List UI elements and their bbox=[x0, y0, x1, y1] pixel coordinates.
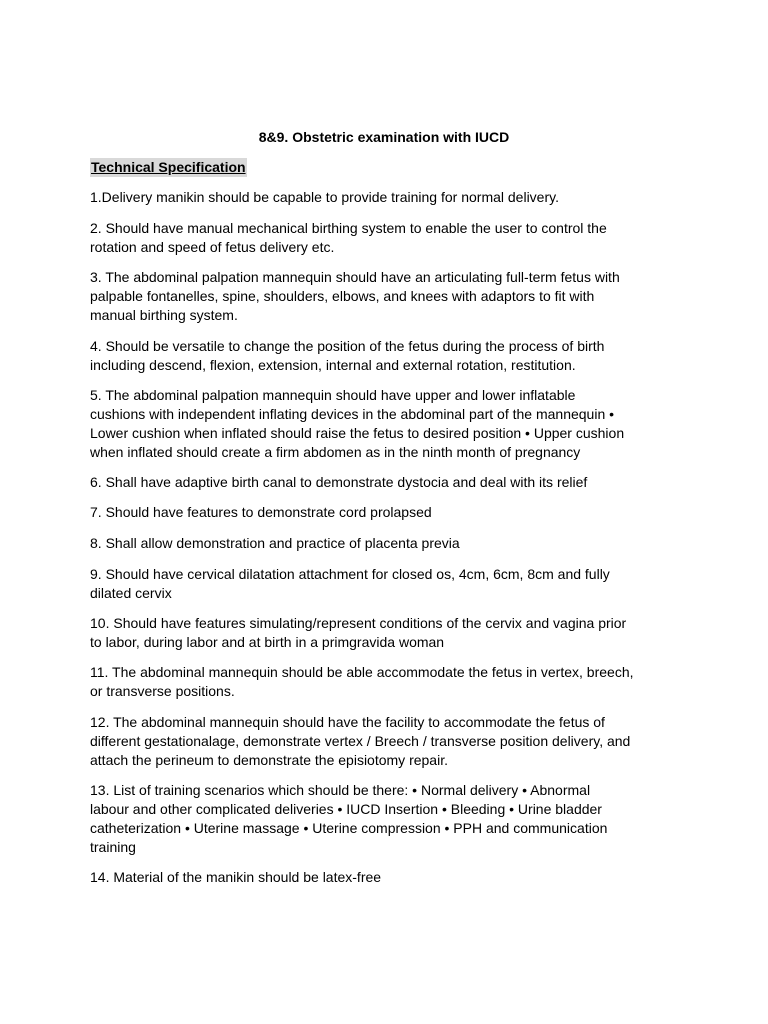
document-title: 8&9. Obstetric examination with IUCD bbox=[258, 129, 510, 145]
spec-item-6: 6. Shall have adaptive birth canal to demonstrate dystocia and deal with its relief bbox=[90, 474, 588, 490]
section-heading: Technical Specification bbox=[91, 159, 246, 175]
spec-item-3: 3. The abdominal palpation mannequin should have an articulating full-term fetus with palpable fontanelles, spine, shoulders, elbows, and knees with adaptors to fit with manual birthing system. bbox=[90, 269, 620, 323]
spec-item-5: 5. The abdominal palpation mannequin should have upper and lower inflatable cushions with independent inflating devices in the abdominal part of the mannequin • Lower cushion when inflated should raise the fetus to desired position • Upper cushion when inflated should create a firm abdomen as in the ninth month of pregnancy bbox=[90, 387, 625, 460]
spec-item-12: 12. The abdominal mannequin should have the facility to accommodate the fetus of different gestationalage, demonstrate vertex / Breech / transverse position delivery, and attach the perineum to demonstrate the episiotomy repair. bbox=[90, 714, 631, 768]
spec-item-10: 10. Should have features simulating/represent conditions of the cervix and vagina prior to labor, during labor and at birth in a primgravida woman bbox=[90, 615, 627, 650]
spec-item-1: 1.Delivery manikin should be capable to provide training for normal delivery. bbox=[90, 189, 559, 205]
spec-item-11: 11. The abdominal mannequin should be able accommodate the fetus in vertex, breech, or transverse positions. bbox=[90, 664, 634, 699]
spec-item-9: 9. Should have cervical dilatation attachment for closed os, 4cm, 6cm, 8cm and fully dilated cervix bbox=[90, 566, 610, 601]
spec-item-13: 13. List of training scenarios which should be there: • Normal delivery • Abnormal labour and other complicated deliveries • IUCD Insertion • Bleeding • Urine bladder catheterization • Uterine massage • Uterine compression • PPH and communication training bbox=[90, 782, 608, 855]
spec-item-7: 7. Should have features to demonstrate cord prolapsed bbox=[90, 504, 432, 520]
spec-item-14: 14. Material of the manikin should be latex-free bbox=[90, 869, 382, 885]
spec-item-8: 8. Shall allow demonstration and practice of placenta previa bbox=[90, 535, 460, 551]
spec-item-2: 2. Should have manual mechanical birthing system to enable the user to control the rotation and speed of fetus delivery etc. bbox=[90, 220, 607, 255]
spec-item-4: 4. Should be versatile to change the position of the fetus during the process of birth including descend, flexion, extension, internal and external rotation, restitution. bbox=[90, 338, 605, 373]
